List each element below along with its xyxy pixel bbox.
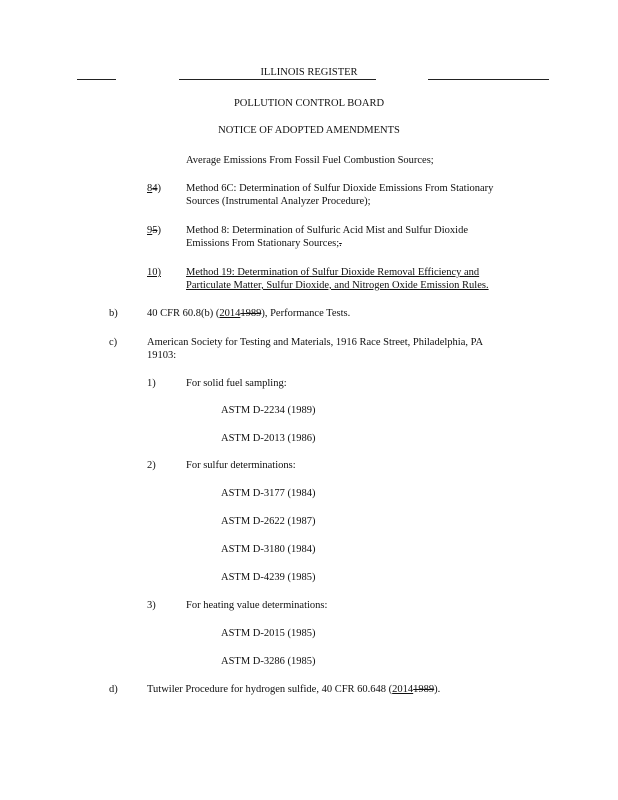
standard-d2015: ASTM D-2015 (1985): [221, 628, 316, 639]
item8-text: [186, 182, 493, 208]
sub2-text: For sulfur determinations:: [186, 460, 296, 471]
section-b-label: b): [109, 308, 118, 319]
item10-number: 10): [147, 267, 161, 278]
item8-num-old: 4: [152, 183, 158, 194]
item9-line2: [186, 237, 468, 250]
item9-text: [186, 224, 468, 250]
item8-line2: Sources (Instrumental Analyzer Procedure);: [186, 196, 371, 207]
section-d-pre: Tutwiler Procedure for hydrogen sulfide, 40 CFR 60.648 (: [147, 684, 393, 695]
item9-number: [147, 226, 161, 237]
item8-num-new: 8: [147, 183, 153, 194]
register-title: ILLINOIS REGISTER: [260, 67, 358, 78]
item9-num-old: 5: [152, 225, 158, 236]
section-c-label: c): [109, 337, 118, 348]
section-d-text: [147, 685, 440, 696]
item9-deleted-period: .: [339, 238, 342, 249]
standard-d3177: ASTM D-3177 (1984): [221, 488, 316, 499]
section-b-post: ), Performance Tests.: [261, 308, 351, 319]
section-b-pre: 40 CFR 60.8(b) (: [147, 308, 220, 319]
header-rule-center: [179, 79, 376, 80]
notice-title: NOTICE OF ADOPTED AMENDMENTS: [218, 125, 400, 136]
item8-line1: Method 6C: Determination of Sulfur Dioxide Emissions From Stationary: [186, 183, 494, 194]
item9-num-suffix: ): [157, 225, 161, 236]
item10-text: [186, 266, 489, 292]
sub1-label: 1): [147, 378, 156, 389]
sub1-text: For solid fuel sampling:: [186, 378, 287, 389]
section-b-year-old: 1989: [240, 308, 262, 319]
sub2-label: 2): [147, 460, 156, 471]
item10-line2: Particulate Matter, Sulfur Dioxide, and Nitrogen Oxide Emission Rules.: [186, 280, 489, 291]
section-c-line1: American Society for Testing and Materials, 1916 Race Street, Philadelphia, PA: [147, 337, 484, 348]
item8-number: [147, 184, 161, 195]
standard-d3180: ASTM D-3180 (1984): [221, 544, 316, 555]
standard-d2622: ASTM D-2622 (1987): [221, 516, 316, 527]
item9-line1: Method 8: Determination of Sulfuric Acid Mist and Sulfur Dioxide: [186, 225, 469, 236]
standard-d4239: ASTM D-4239 (1985): [221, 572, 316, 583]
section-b-text: [147, 309, 350, 320]
item8-num-suffix: ): [157, 183, 161, 194]
section-d-label: d): [109, 684, 118, 695]
section-c-line2: 19103:: [147, 350, 177, 361]
section-d-year-old: 1989: [413, 684, 435, 695]
intro-line: Average Emissions From Fossil Fuel Combustion Sources;: [186, 155, 434, 166]
item9-num-new: 9: [147, 225, 153, 236]
item9-line2-text: Emissions From Stationary Sources;: [186, 238, 340, 249]
section-d-year-new: 2014: [392, 684, 414, 695]
standard-d3286: ASTM D-3286 (1985): [221, 656, 316, 667]
section-b-year-new: 2014: [219, 308, 241, 319]
sub3-label: 3): [147, 600, 156, 611]
sub3-text: For heating value determinations:: [186, 600, 328, 611]
section-c-text: [147, 336, 483, 362]
item10-line1: Method 19: Determination of Sulfur Dioxide Removal Efficiency and: [186, 267, 480, 278]
standard-d2013: ASTM D-2013 (1986): [221, 433, 316, 444]
header-rule-right: [428, 79, 549, 80]
board-title: POLLUTION CONTROL BOARD: [233, 98, 385, 109]
section-d-post: ).: [434, 684, 441, 695]
header-rule-left: [77, 79, 116, 80]
standard-d2234: ASTM D-2234 (1989): [221, 405, 316, 416]
